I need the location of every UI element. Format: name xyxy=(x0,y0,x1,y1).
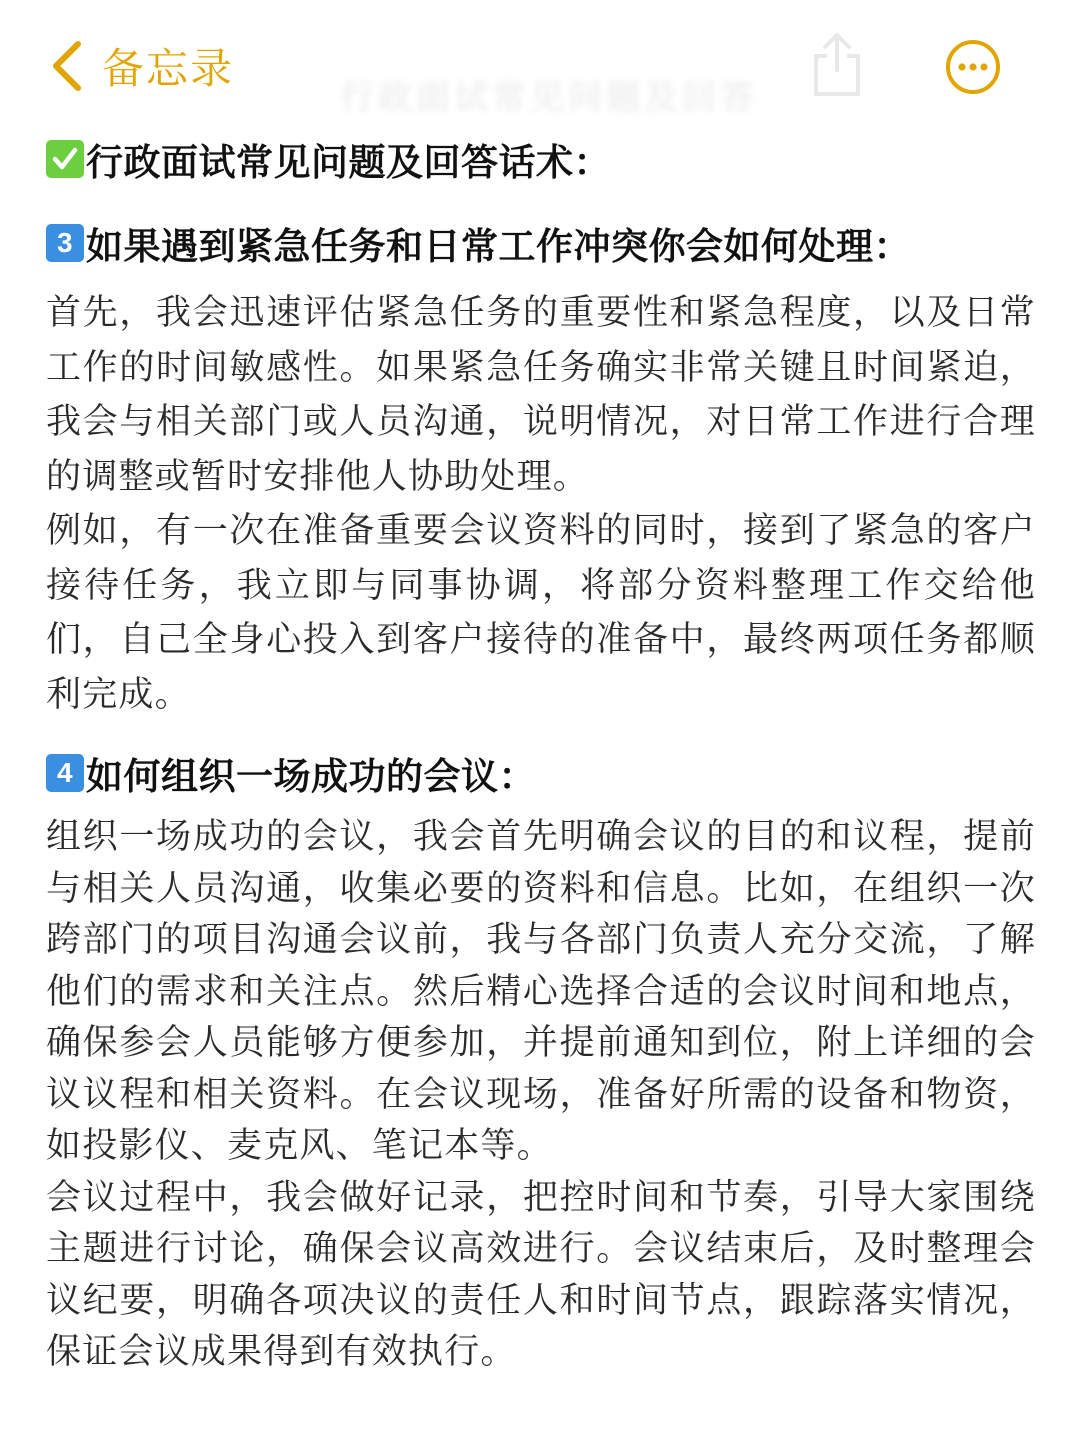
answer-3-paragraph-2: 例如，有一次在准备重要会议资料的同时，接到了紧急的客户接待任务，我立即与同事协调，将部分资料整理工作交给他们，自己全身心投入到客户接待的准备中，最终两项任务都顺利完成。 xyxy=(46,511,1036,715)
answer-4-paragraph-1: 组织一场成功的会议，我会首先明确会议的目的和议程，提前与相关人员沟通，收集必要的资料和信息。比如，在组织一次跨部门的项目沟通会议前，我与各部门负责人充分交流，了解他们的需求和关注点。然后精心选择合适的会议时间和地点，确保参会人员能够方便参加，并提前通知到位，附上详细的会议议程和相关资料。在会议现场，准备好所需的设备和物资，如投影仪、麦克风、笔记本等。 xyxy=(46,817,1036,1166)
share-icon xyxy=(808,30,866,100)
answer-3-paragraph-1: 首先，我会迅速评估紧急任务的重要性和紧急程度，以及日常工作的时间敏感性。如果紧急任务确实非常关键且时间紧迫，我会与相关部门或人员沟通，说明情况，对日常工作进行合理的调整或暂时安排他人协助处理。 xyxy=(46,293,1036,497)
question-4-heading xyxy=(46,744,1036,802)
number-4-icon: 4 xyxy=(46,754,84,792)
note-title-text: 行政面试常见问题及回答话术： xyxy=(86,141,611,184)
question-3-heading xyxy=(46,216,1036,270)
note-title xyxy=(46,132,1036,186)
question-3-text: 如果遇到紧急任务和日常工作冲突你会如何处理： xyxy=(86,225,911,268)
more-button[interactable] xyxy=(944,38,1002,96)
check-mark-icon xyxy=(46,140,84,178)
note-content xyxy=(46,132,1036,1379)
chevron-left-icon xyxy=(50,40,84,92)
ghost-title: 行政面试常见问题及回答 xyxy=(340,78,758,118)
navigation-bar xyxy=(0,0,1080,130)
answer-4-paragraph-2: 会议过程中，我会做好记录，把控时间和节奏，引导大家围绕主题进行讨论，确保会议高效进行。会议结束后，及时整理会议纪要，明确各项决议的责任人和时间节点，跟踪落实情况，保证会议成果得到有效执行。 xyxy=(46,1177,1036,1372)
number-3-icon: 3 xyxy=(46,224,84,262)
question-4-text: 如何组织一场成功的会议： xyxy=(86,755,536,798)
back-button[interactable] xyxy=(50,36,234,96)
back-label: 备忘录 xyxy=(102,44,235,93)
more-icon xyxy=(944,38,1002,96)
share-button[interactable] xyxy=(808,30,866,100)
